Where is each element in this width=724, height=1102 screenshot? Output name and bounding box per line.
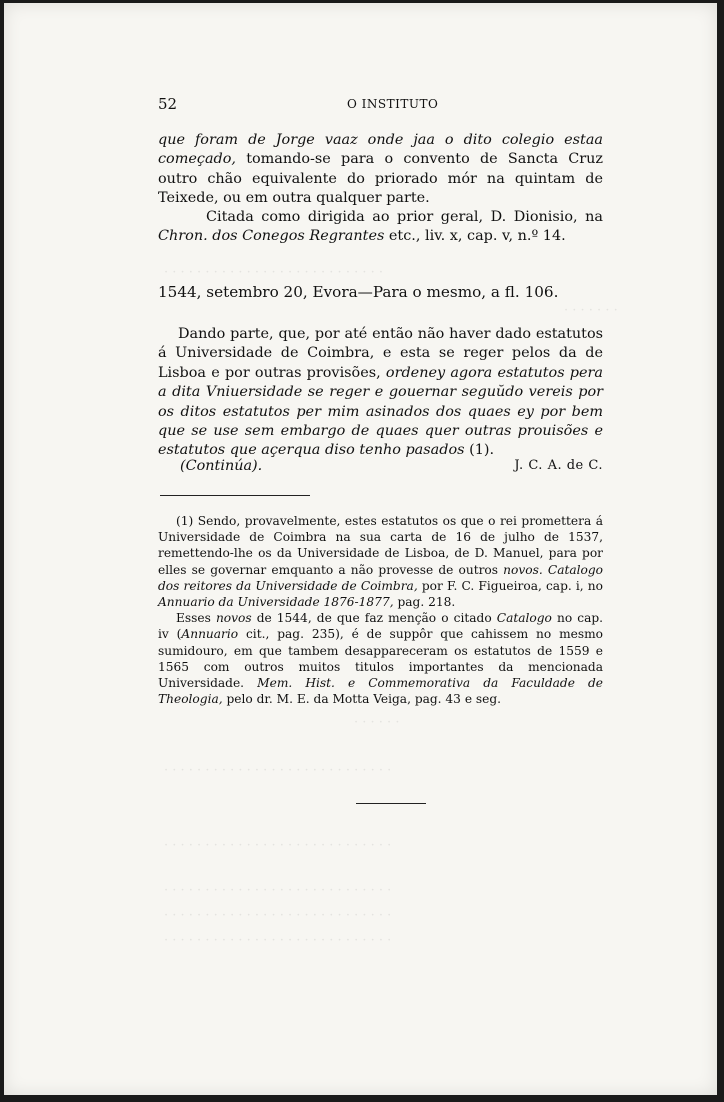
paragraph-1-italic: que foram de Jorge vaaz onde jaa o dito colegio estaa começado, xyxy=(158,132,603,168)
continuation-label: (Continúa). xyxy=(180,458,263,474)
continuation-line xyxy=(158,458,603,478)
document-page xyxy=(4,3,717,1095)
bleed-through: · · · · · · · · · · · · · · · · · · · · · · · · · · · · xyxy=(164,883,392,898)
footnote-2-italic: Annuario xyxy=(181,627,239,642)
footnote-rule xyxy=(160,495,310,496)
footnote-2-text: no cap. iv ( xyxy=(158,611,604,642)
bleed-through: · · · · · · · · · · · · · · · · · · · · · · · · · · · · xyxy=(164,933,392,948)
paragraph-1 xyxy=(158,131,603,209)
footnote-2-text: pelo dr. M. E. da Motta Veiga, pag. 43 e seg. xyxy=(222,692,502,707)
running-head xyxy=(158,95,603,115)
bleed-through: · · · · · · · · · · · · · · · · · · · · · · · · · · · · xyxy=(164,763,392,778)
bleed-through: · · · · · · · · · · · · · · · · · · · · · · · · · · · · xyxy=(164,838,392,853)
footnote-1-italic: novos. Catalogo dos reitores da Universidade de Coimbra, xyxy=(158,562,603,593)
footnote-2-italic: Catalogo xyxy=(496,611,552,626)
bleed-through: · · · · · · · · · · · · · · · · · · · · · · · · · · · xyxy=(164,265,384,280)
signature: J. C. A. de C. xyxy=(514,458,603,473)
paragraph-2-tail: etc., liv. x, cap. v, n.º 14. xyxy=(384,228,566,245)
paragraph-1-text: tomando-se para o convento de Sancta Cruz outro chão equivalente do priorado mór na quintam de Teixede, ou em outra qualquer parte. xyxy=(158,151,603,207)
bleed-through: · · · · · · · · · · · · · · · · · · · · · · · · · · · · xyxy=(164,908,392,923)
footnote-2 xyxy=(158,610,603,707)
footnote-1 xyxy=(158,513,603,610)
footnote-2-italic: Mem. Hist. e Commemorativa da Faculdade de Theologia, xyxy=(158,676,603,707)
paragraph-3 xyxy=(158,325,603,461)
paragraph-2 xyxy=(158,208,603,247)
footnote-1-text: (1) Sendo, provavelmente, estes estatutos os que o rei promettera á Universidade de Coimbra na sua carta de 16 de julho de 1537, remettendo-lhe os da Universidade de Lisboa, de D. Manuel, para por elles se governar emquanto a não provesse de outros xyxy=(158,514,603,577)
footnote-1-italic: Annuario da Universidade 1876-1877, xyxy=(158,595,394,610)
paragraph-2-text: Citada como dirigida ao prior geral, D. Dionisio, na xyxy=(206,209,603,225)
bleed-through: · · · · · · xyxy=(354,715,400,730)
footnote-2-text: cit., pag. 235), é de suppôr que cahissem no mesmo sumidouro, em que tambem desappareceram os estatutos de 1559 e 1565 com outros muitos titulos importantes da mencionada Universidade. xyxy=(158,627,603,691)
footnote-2-italic: novos xyxy=(215,611,252,626)
running-title: O INSTITUTO xyxy=(347,97,439,111)
end-rule xyxy=(356,803,426,804)
footnote-ref: (1). xyxy=(464,442,495,459)
dateline: 1544, setembro 20, Evora—Para o mesmo, a fl. 106. xyxy=(158,283,559,301)
footnote-2-text: Esses xyxy=(176,611,216,626)
footnote-2-text: de 1544, de que faz menção o citado xyxy=(251,611,497,626)
paragraph-2-source: Chron. dos Conegos Regrantes xyxy=(158,228,385,245)
footnotes xyxy=(158,513,603,707)
footnote-1-text: por F. C. Figueiroa, cap. i, no xyxy=(417,578,603,593)
page-number: 52 xyxy=(158,95,178,113)
paragraph-3-quote: ordeney agora estatutos pera a dita Vniuersidade se reger e gouernar seguŭdo vereis por os ditos estatutos per mim asinados dos quaes ey por bem que se use sem embargo de quaes quer outras prouisões e estatutos que açerqua diso tenho pasados xyxy=(158,364,603,459)
paragraph-3-text: Dando parte, que, por até então não haver dado estatutos á Universidade de Coimbra, e esta se reger pelos da de Lisboa e por outras provisões, xyxy=(158,326,603,381)
footnote-1-text: pag. 218. xyxy=(393,595,456,610)
bleed-through: · · · · · · · xyxy=(564,303,618,318)
